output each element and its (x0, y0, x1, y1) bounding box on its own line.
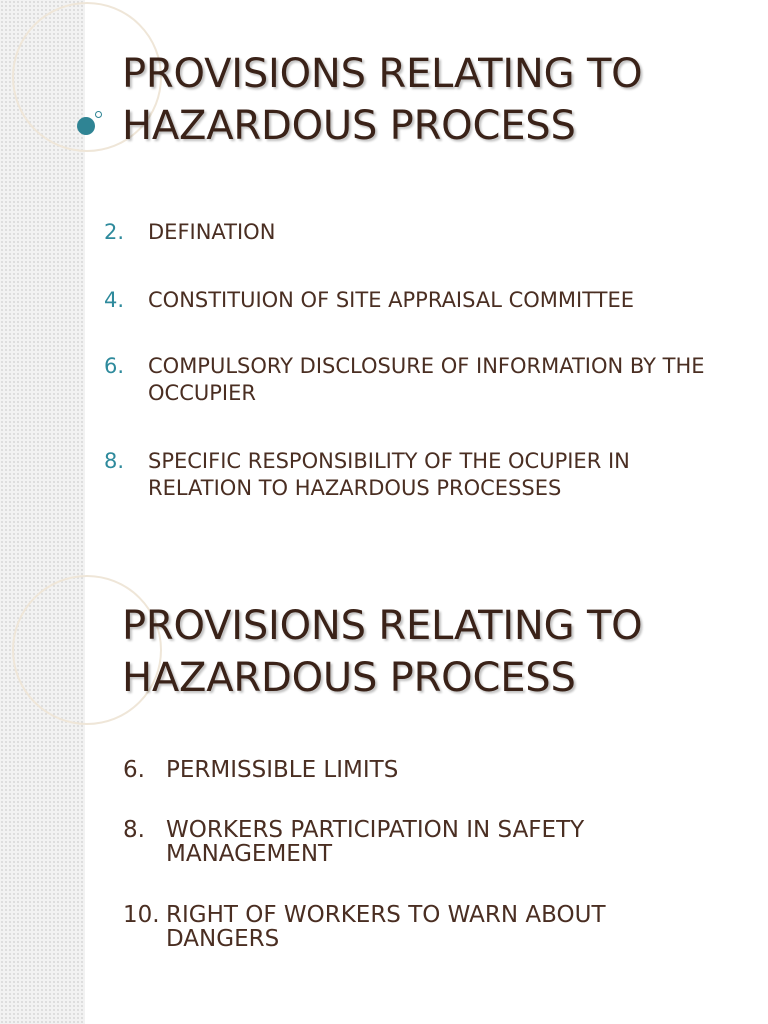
list-item (104, 287, 724, 314)
list-item-number: 10. (123, 902, 160, 928)
list-item-text: DEFINATION (148, 220, 276, 244)
list-item-number: 2. (104, 220, 125, 244)
slide-2-title-line-1: PROVISIONS RELATING TO (122, 603, 643, 649)
accent-small-dot-icon (95, 111, 102, 118)
list-item-text: PERMISSIBLE LIMITS (166, 757, 399, 783)
list-item-text: RIGHT OF WORKERS TO WARN ABOUT DANGERS (166, 902, 606, 952)
list-item-text: COMPULSORY DISCLOSURE OF INFORMATION BY THE OCCUPIER (148, 354, 705, 405)
list-item-number: 8. (104, 449, 125, 473)
list-item-text: WORKERS PARTICIPATION IN SAFETY MANAGEMENT (166, 817, 585, 867)
list-item-number: 6. (104, 354, 125, 378)
side-texture-strip (0, 0, 85, 1024)
list-item-number: 6. (123, 757, 145, 783)
list-item (123, 818, 683, 866)
list-item-number: 4. (104, 288, 125, 312)
slide-1-title (122, 48, 642, 152)
slide-1-title-line-2: HAZARDOUS PROCESS (122, 103, 576, 149)
list-item (123, 903, 683, 951)
list-item-text: CONSTITUION OF SITE APPRAISAL COMMITTEE (148, 288, 635, 312)
slide-2-title (122, 600, 642, 704)
list-item (104, 353, 724, 407)
list-item (123, 758, 683, 782)
slide-1-title-line-1: PROVISIONS RELATING TO (122, 51, 643, 97)
list-item-text: SPECIFIC RESPONSIBILITY OF THE OCUPIER IN RELATION TO HAZARDOUS PROCESSES (148, 449, 630, 500)
list-item (104, 219, 724, 246)
list-item-number: 8. (123, 817, 145, 843)
slide-2-title-line-2: HAZARDOUS PROCESS (122, 655, 576, 701)
list-item (104, 448, 724, 502)
accent-dot-icon (77, 117, 95, 135)
